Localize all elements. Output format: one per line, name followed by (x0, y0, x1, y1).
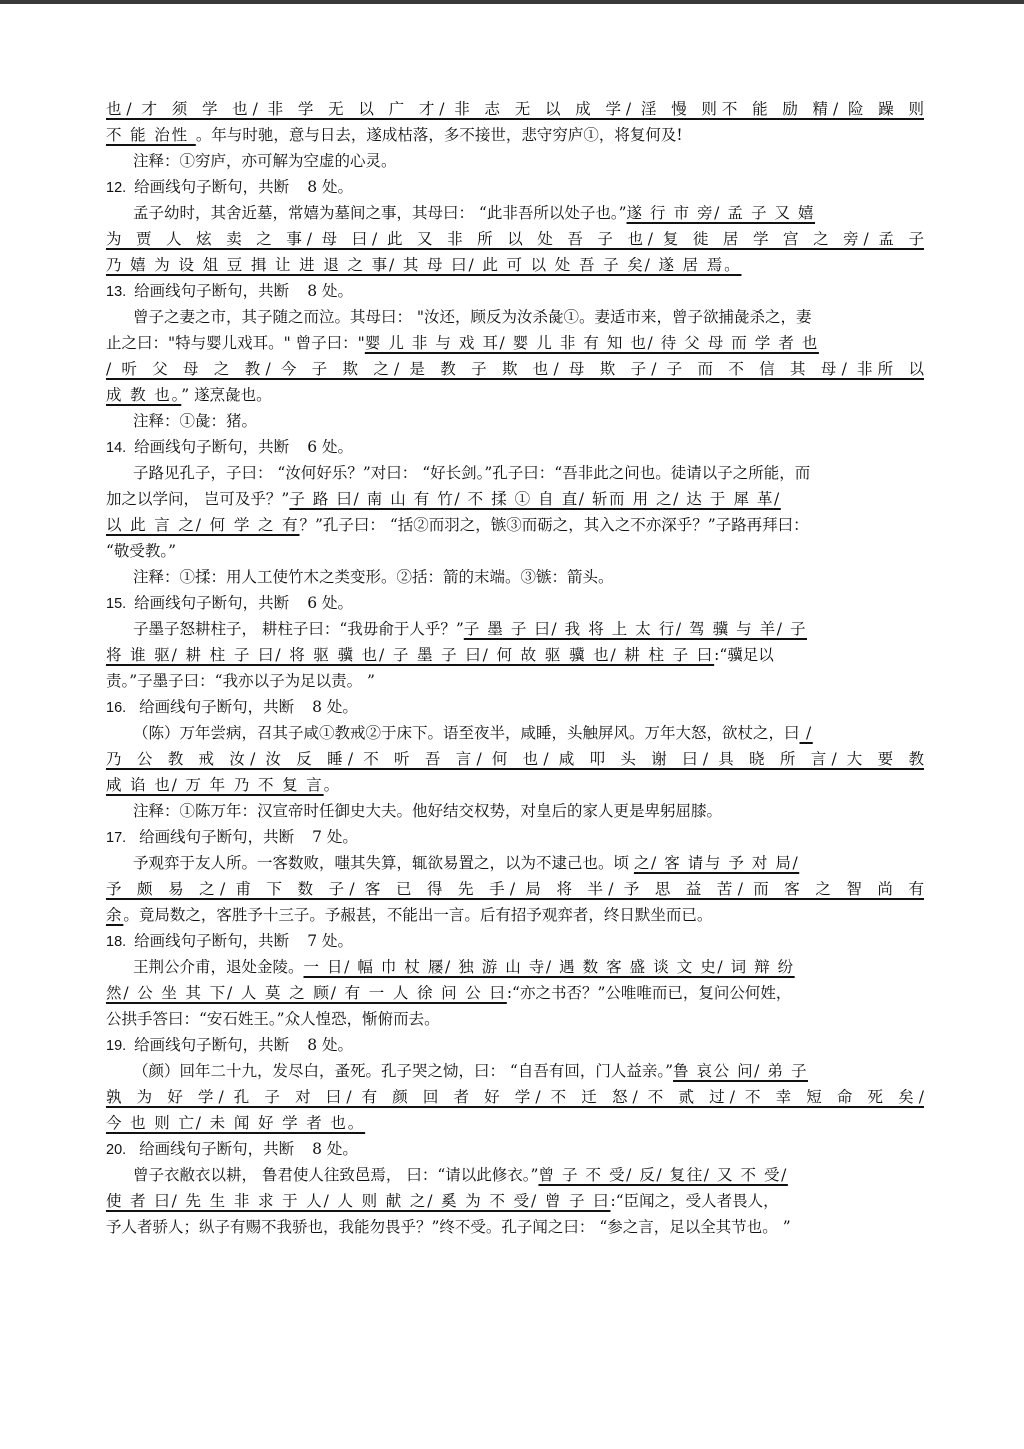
question-instruction: 给画线句子断句，共断 (134, 1140, 295, 1158)
underlined-passage: 一 日/ 幅 巾 杖 屦/ 独 游 山 寺/ 遇 数 客 盛 谈 文 史/ 词 辩 纷 (303, 958, 795, 976)
text-line (106, 954, 924, 980)
plain-text: :“骥足以 (714, 646, 774, 664)
plain-text: 曾子之妻之市，其子随之而泣。其母曰： "汝还，顾反为汝杀彘①。妻适市来，曾子欲捕彘杀之，妻 (133, 308, 812, 326)
question-instruction: 给画线句子断句，共断 (134, 282, 290, 300)
text-line (106, 252, 924, 278)
text-line (106, 200, 924, 226)
text-line (106, 512, 924, 538)
question-heading (106, 694, 924, 720)
break-count: 8 处。 (312, 698, 358, 716)
underlined-passage: / 听 父 母 之 教/ 今 子 欺 之/ 是 教 子 欺 也/ 母 欺 子/ 子 而 不 信 其 母/ 非所 以 (106, 360, 924, 378)
text-line (106, 460, 924, 486)
break-count: 8 处。 (307, 178, 353, 196)
plain-text: :“亦之书否？”公唯唯而已，复问公何姓， (506, 984, 792, 1002)
plain-text: 公拱手答曰：“安石姓王。”众人惶恐，惭俯而去。 (106, 1010, 440, 1028)
question-number: 14. (106, 440, 127, 456)
document-body (106, 96, 924, 1240)
plain-text: 子墨子怒耕柱子， 耕柱子曰：“我毋俞于人乎？” (133, 620, 464, 638)
text-line (106, 876, 924, 902)
text-line (106, 122, 924, 148)
break-count: 6 处。 (307, 438, 353, 456)
question-instruction: 给画线句子断句，共断 (134, 828, 295, 846)
question-heading (106, 174, 924, 200)
question-number: 16. (106, 700, 127, 716)
plain-text: 加之以学问， 岂可及乎？” (106, 490, 290, 508)
underlined-passage: 乃 公 教 戒 汝/ 汝 反 睡/ 不 听 吾 言/ 何 也/ 咸 叩 头 谢 曰/ 具 晓 所 言/ 大 要 教 (106, 750, 924, 768)
text-line (106, 356, 924, 382)
question-instruction: 给画线句子断句，共断 (134, 438, 290, 456)
text-line (106, 1162, 924, 1188)
question-instruction: 给画线句子断句，共断 (134, 1036, 290, 1054)
plain-text: “敬受教。” (106, 542, 177, 560)
plain-text: 责。”子墨子曰：“我亦以子为足以责。 ” (106, 672, 375, 690)
underlined-passage: 为 贾 人 炫 卖 之 事/ 母 曰/ 此 又 非 所 以 处 吾 子 也/ 复 徙 居 学 宫 之 旁/ 孟 子 (106, 230, 924, 248)
text-line (106, 1058, 924, 1084)
question-number: 19. (106, 1038, 127, 1054)
break-count: 7 处。 (312, 828, 358, 846)
underlined-passage: 曾 子 不 受/ 反/ 复往/ 又 不 受/ (538, 1166, 788, 1184)
plain-text: 孟子幼时，其舍近墓，常嬉为墓间之事，其母曰： “此非吾所以处子也。” (133, 204, 627, 222)
text-line (106, 538, 924, 564)
underlined-passage: 乃 嬉 为 设 俎 豆 揖 让 进 退 之 事/ 其 母 曰/ 此 可 以 处 吾 子 矣/ 遂 居 焉。 (106, 256, 742, 274)
annotation-note (106, 408, 924, 434)
text-line (106, 96, 924, 122)
break-count: 8 处。 (307, 282, 353, 300)
plain-text: ” 遂烹彘也。 (181, 386, 272, 404)
annotation-note (106, 798, 924, 824)
annotation-note (106, 148, 924, 174)
plain-text: 予人者骄人；纵子有赐不我骄也，我能勿畏乎？”终不受。孔子闻之曰： “参之言，足以全其节也。 ” (106, 1218, 791, 1236)
question-instruction: 给画线句子断句，共断 (134, 932, 290, 950)
break-count: 8 处。 (307, 1036, 353, 1054)
note-text: 注释：①揉：用人工使竹木之类变形。②括：箭的末端。③镞：箭头。 (133, 568, 614, 586)
top-border (0, 0, 1024, 4)
break-count: 7 处。 (307, 932, 353, 950)
text-line (106, 668, 924, 694)
note-text: 注释：①穷庐，亦可解为空虚的心灵。 (133, 152, 397, 170)
question-heading (106, 590, 924, 616)
plain-text: 。 (323, 776, 340, 794)
underlined-passage: 鲁 哀公 问/ 弟 子 (673, 1062, 809, 1080)
question-number: 17. (106, 830, 127, 846)
plain-text: （颜）回年二十九，发尽白，蚤死。孔子哭之恸，曰： “自吾有回，门人益亲。” (133, 1062, 674, 1080)
note-text: 注释：①彘：猪。 (133, 412, 258, 430)
question-heading (106, 1032, 924, 1058)
underlined-passage: 子 墨 子 曰/ 我 将 上 太 行/ 驾 骥 与 羊/ 子 (463, 620, 807, 638)
underlined-passage: 今 也 则 亡/ 未 闻 好 学 者 也。 (106, 1114, 366, 1132)
question-number: 12. (106, 180, 127, 196)
question-heading (106, 278, 924, 304)
underlined-passage: 成 教 也。 (106, 386, 182, 404)
text-line (106, 772, 924, 798)
text-line (106, 850, 924, 876)
note-text: 注释：①陈万年：汉宣帝时任御史大夫。他好结交权势，对皇后的家人更是卑躬屈膝。 (133, 802, 723, 820)
plain-text: 。年与时驰，意与日去，遂成枯落，多不接世，悲守穷庐①，将复何及! (195, 126, 683, 144)
text-line (106, 980, 924, 1006)
underlined-passage: 予 颇 易 之/ 甫 下 数 子/ 客 已 得 先 手/ 局 将 半/ 予 思 益 苦/ 而 客 之 智 尚 有 (106, 880, 924, 898)
underlined-passage: 不 能 治性 (106, 126, 196, 144)
text-line (106, 1110, 924, 1136)
underlined-passage: 遂 行 市 旁/ 孟 子 又 嬉 (626, 204, 816, 222)
text-line (106, 1188, 924, 1214)
question-instruction: 给画线句子断句，共断 (134, 178, 290, 196)
question-number: 13. (106, 284, 127, 300)
text-line (106, 616, 924, 642)
question-heading (106, 928, 924, 954)
plain-text: 。竟局数之，客胜予十三子。予赧甚，不能出一言。后有招予观弈者，终日默坐而已。 (123, 906, 713, 924)
underlined-passage: 以 此 言 之/ 何 学 之 有 (106, 516, 300, 534)
underlined-passage: 子 路 曰/ 南 山 有 竹/ 不 揉 ① 自 直/ 斩而 用 之/ 达 于 犀 革/ (289, 490, 781, 508)
question-heading (106, 434, 924, 460)
text-line (106, 902, 924, 928)
question-heading (106, 1136, 924, 1162)
plain-text: 予观弈于友人所。一客数败，嗤其失算，辄欲易置之，以为不逮己也。顷 (133, 854, 634, 872)
plain-text: 子路见孔子，子曰： “汝何好乐？”对曰： “好长剑。”孔子曰：“吾非此之问也。徒请以子之所能，而 (133, 464, 811, 482)
question-instruction: 给画线句子断句，共断 (134, 698, 295, 716)
annotation-note (106, 564, 924, 590)
underlined-passage: 使 者 曰/ 先 生 非 求 于 人/ 人 则 献 之/ 奚 为 不 受/ 曾 子 曰 (106, 1192, 611, 1210)
underlined-passage: 也/ 才 须 学 也/ 非 学 无 以 广 才/ 非 志 无 以 成 学/ 淫 慢 则不 能 励 精/ 险 躁 则 (106, 100, 924, 118)
text-line (106, 382, 924, 408)
text-line (106, 746, 924, 772)
break-count: 8 处。 (312, 1140, 358, 1158)
plain-text: 王荆公介甫，退处金陵。 (133, 958, 304, 976)
text-line (106, 720, 924, 746)
underlined-passage: 咸 谄 也/ 万 年 乃 不 复 言 (106, 776, 324, 794)
underlined-passage: 将 谁 驱/ 耕 柱 子 曰/ 将 驱 骥 也/ 子 墨 子 曰/ 何 故 驱 骥 也/ 耕 柱 子 曰 (106, 646, 715, 664)
question-number: 20. (106, 1142, 127, 1158)
break-count: 6 处。 (307, 594, 353, 612)
plain-text: 止之曰："特与婴儿戏耳。" 曾子曰：" (106, 334, 365, 352)
question-instruction: 给画线句子断句，共断 (134, 594, 290, 612)
text-line (106, 304, 924, 330)
text-line (106, 486, 924, 512)
text-line (106, 1006, 924, 1032)
plain-text: 曾子衣敝衣以耕， 鲁君使人往致邑焉， 曰：“请以此修衣。” (133, 1166, 539, 1184)
underlined-passage: 然/ 公 坐 其 下/ 人 莫 之 顾/ 有 一 人 徐 问 公 曰 (106, 984, 507, 1002)
underlined-passage: 之/ 客 请与 予 对 局/ (633, 854, 800, 872)
underlined-passage: 孰 为 好 学/ 孔 子 对 曰/ 有 颜 回 者 好 学/ 不 迁 怒/ 不 贰 过/ 不 幸 短 命 死 矣/ (106, 1088, 924, 1106)
question-heading (106, 824, 924, 850)
plain-text: ？”孔子曰： “括②而羽之，镞③而砺之，其入之不亦深乎？”子路再拜曰： (299, 516, 809, 534)
text-line (106, 226, 924, 252)
question-number: 18. (106, 934, 127, 950)
text-line (106, 330, 924, 356)
underlined-passage: / (799, 724, 813, 742)
text-line (106, 1214, 924, 1240)
question-number: 15. (106, 596, 127, 612)
plain-text: （陈）万年尝病，召其子咸①教戒②于床下。语至夜半，咸睡，头触屏风。万年大怒，欲杖之，曰 (133, 724, 800, 742)
text-line (106, 1084, 924, 1110)
underlined-passage: 余 (106, 906, 124, 924)
plain-text: :“臣闻之，受人者畏人， (610, 1192, 779, 1210)
underlined-passage: 婴 儿 非 与 戏 耳/ 婴 儿 非 有 知 也/ 待 父 母 而 学 者 也 (364, 334, 819, 352)
text-line (106, 642, 924, 668)
